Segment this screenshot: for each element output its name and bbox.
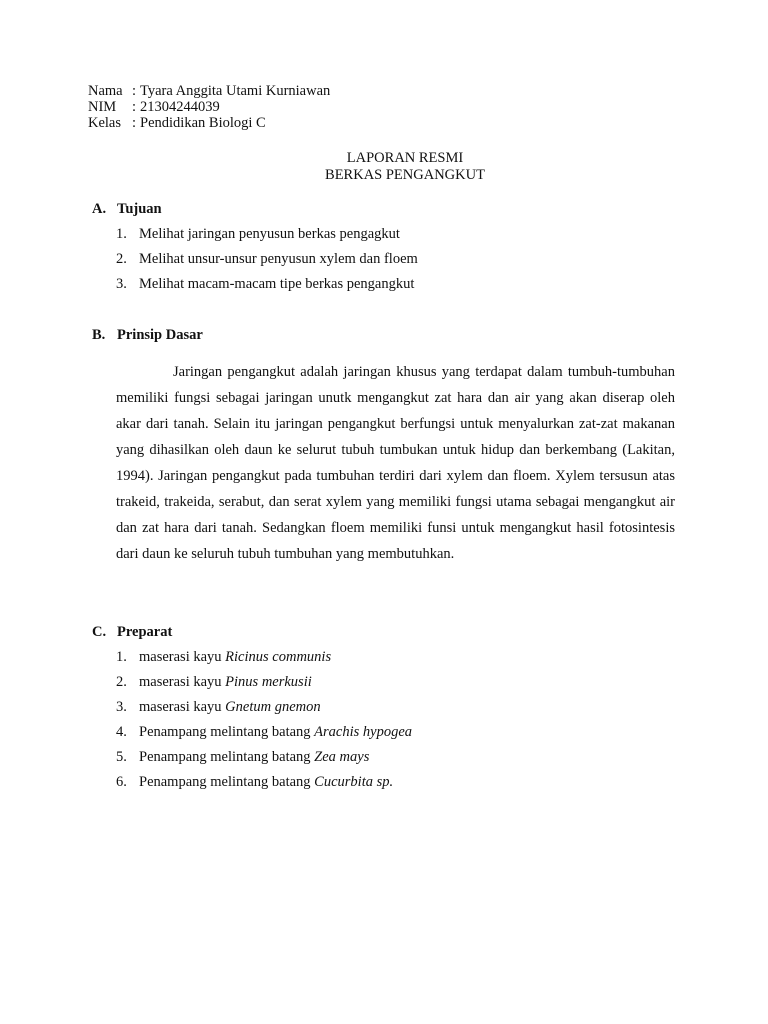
identity-value: Tyara Anggita Utami Kurniawan <box>140 83 331 99</box>
list-number: 5. <box>116 749 127 765</box>
document-title <box>0 150 768 184</box>
species-name: Cucurbita sp. <box>314 774 394 790</box>
list-number: 2. <box>116 674 127 690</box>
list-item <box>116 645 412 670</box>
identity-label: NIM <box>88 99 117 115</box>
identity-separator: : <box>132 99 137 115</box>
section-letter: B. <box>92 327 106 343</box>
list-text: maserasi kayu <box>139 699 226 715</box>
list-text: Melihat macam-macam tipe berkas pengangkut <box>139 276 415 292</box>
list-number: 2. <box>116 251 127 267</box>
section-title: Preparat <box>117 624 173 640</box>
list-text: Penampang melintang batang <box>139 749 315 765</box>
list-number: 4. <box>116 724 127 740</box>
list-number: 1. <box>116 649 127 665</box>
identity-label: Kelas <box>88 115 122 131</box>
identity-block <box>88 83 330 131</box>
list-text: Melihat jaringan penyusun berkas pengagkut <box>139 226 400 242</box>
identity-value: Pendidikan Biologi C <box>140 115 266 131</box>
identity-row-nama <box>88 83 330 99</box>
list-item <box>116 247 418 272</box>
list-text: maserasi kayu <box>139 649 226 665</box>
list-item <box>116 770 412 795</box>
section-heading-tujuan <box>92 201 162 218</box>
species-name: Zea mays <box>314 749 370 765</box>
section-heading-preparat <box>92 624 172 641</box>
list-item <box>116 695 412 720</box>
list-number: 6. <box>116 774 127 790</box>
species-name: Pinus merkusii <box>225 674 312 690</box>
list-number: 3. <box>116 699 127 715</box>
preparat-list <box>116 645 412 795</box>
list-text: Melihat unsur-unsur penyusun xylem dan floem <box>139 251 418 267</box>
section-title: Tujuan <box>117 201 162 217</box>
list-text: Penampang melintang batang <box>139 724 315 740</box>
list-text: Penampang melintang batang <box>139 774 315 790</box>
identity-value: 21304244039 <box>140 99 220 115</box>
title-line-1: LAPORAN RESMI <box>346 150 464 166</box>
list-item <box>116 720 412 745</box>
list-item <box>116 670 412 695</box>
identity-separator: : <box>132 83 137 99</box>
tujuan-list <box>116 222 418 297</box>
list-item <box>116 222 418 247</box>
identity-row-kelas <box>88 115 330 131</box>
section-letter: C. <box>92 624 107 640</box>
section-title: Prinsip Dasar <box>117 327 203 343</box>
list-item <box>116 745 412 770</box>
identity-row-nim <box>88 99 330 115</box>
section-heading-prinsip-dasar <box>92 327 203 344</box>
species-name: Ricinus communis <box>225 649 332 665</box>
species-name: Gnetum gnemon <box>225 699 321 715</box>
list-number: 1. <box>116 226 127 242</box>
identity-label: Nama <box>88 83 123 99</box>
list-item <box>116 272 418 297</box>
prinsip-dasar-paragraph: Jaringan pengangkut adalah jaringan khusus yang terdapat dalam tumbuh-tumbuhan memiliki fungsi sebagai jaringan unutk mengangkut zat hara dan air yang akan diserap oleh akar dari tanah. Selain itu jaringan pengangkut berfungsi untuk menyalurkan zat-zat makanan yang dihasilkan oleh daun ke selurut tubuh tumbukan untuk hidup dan berkembang (Lakitan, 1994). Jaringan pengangkut pada tumbuhan terdiri dari xylem dan floem. Xylem tersusun atas trakeid, trakeida, serabut, dan serat xylem yang memiliki fungsi utama sebagai mengangkut air dan zat hara dari tanah. Sedangkan floem memiliki funsi untuk mengangkut hasil fotosintesis dari daun ke seluruh tubuh tumbuhan yang membutuhkan. <box>116 364 675 562</box>
identity-separator: : <box>132 115 137 131</box>
species-name: Arachis hypogea <box>314 724 413 740</box>
list-number: 3. <box>116 276 127 292</box>
title-line-2: BERKAS PENGANGKUT <box>325 167 485 183</box>
section-letter: A. <box>92 201 107 217</box>
list-text: maserasi kayu <box>139 674 226 690</box>
